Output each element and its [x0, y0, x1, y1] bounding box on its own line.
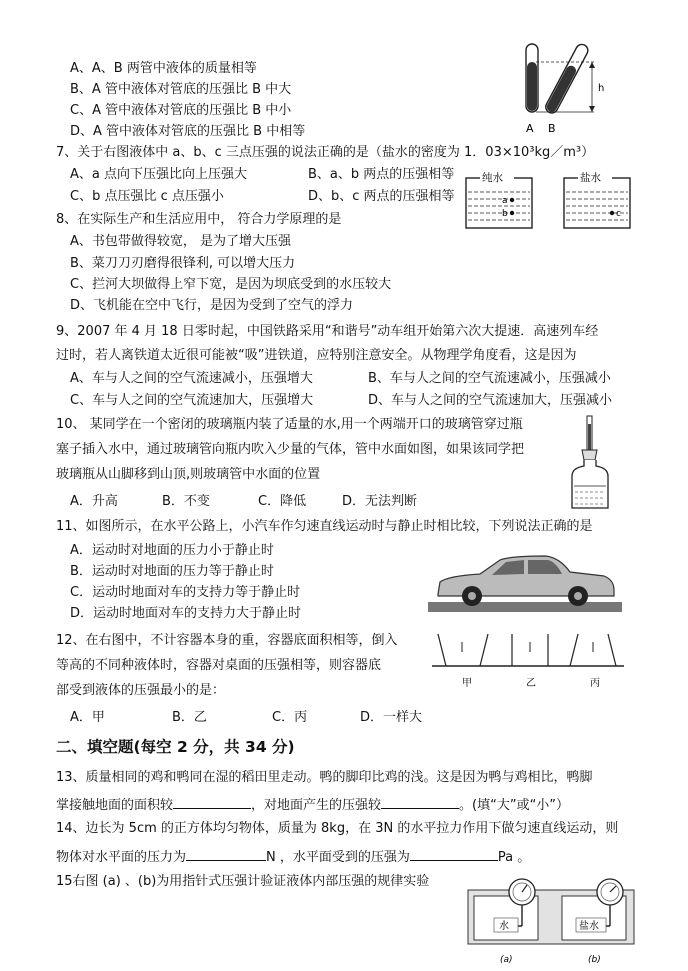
- q12-option-d: D．一样大: [360, 710, 423, 725]
- q7-option-c: C、b 点压强比 c 点压强小: [70, 189, 224, 204]
- q13-text-b: ，对地面产生的压强较: [251, 798, 382, 813]
- q12-option-b: B．乙: [172, 710, 207, 725]
- q12-line-2: 等高的不同种液体时，容器对桌面的压强相等，则容器底: [56, 658, 382, 673]
- q14-text-c: Pa 。: [497, 850, 531, 865]
- q15-caption-a: (a): [500, 955, 513, 965]
- q14-line-2: [56, 846, 530, 867]
- q12-option-c: C．丙: [272, 710, 308, 725]
- q14-blank-2[interactable]: [410, 846, 498, 861]
- q15-water-label: 水: [499, 921, 509, 932]
- q7-beakers-figure: [460, 168, 638, 232]
- q8-stem: 8、在实际生产和生活应用中， 符合力学原理的是: [56, 212, 342, 227]
- q15-stem: 15右图 (a) 、(b)为用指针式压强计验证液体内部压强的规律实验: [56, 874, 430, 889]
- q10-line-3: 玻璃瓶从山脚移到山顶,则玻璃管中水面的位置: [56, 467, 321, 482]
- q7-point-c: c: [616, 209, 621, 219]
- q10-option-d: D．无法判断: [342, 494, 418, 509]
- q6-tube-a-label: A: [526, 122, 534, 135]
- q7-pure-water-label: 纯水: [482, 172, 503, 184]
- q14-text-a: 物体对水平面的压力为: [56, 850, 187, 865]
- q13-blank-1[interactable]: [173, 794, 251, 809]
- q13-text-c: 。(填“大”或“小”）: [459, 798, 570, 813]
- q11-option-b: B．运动时对地面的压力等于静止时: [70, 564, 274, 579]
- q10-option-b: B．不变: [162, 494, 210, 509]
- q12-line-1: 12、在右图中，不计容器本身的重，容器底面积相等，倒入: [56, 633, 398, 648]
- q11-option-c: C．运动时地面对车的支持力等于静止时: [70, 585, 301, 600]
- q12-containers-figure: [430, 626, 626, 692]
- q6-tube-b-label: B: [548, 122, 556, 135]
- q8-option-a: A、书包带做得较宽， 是为了增大压强: [70, 234, 292, 249]
- q14-text-b: N ，水平面受到的压强为: [266, 850, 410, 865]
- q7-point-a: a: [502, 196, 508, 206]
- q10-option-c: C．降低: [258, 494, 307, 509]
- q11-option-a: A．运动时对地面的压力小于静止时: [70, 543, 274, 558]
- q12-option-a: A．甲: [70, 710, 105, 725]
- q9-option-d: D、车与人之间的空气流速加大，压强减小: [368, 393, 613, 408]
- q6-option-d: D、A 管中液体对管底的压强比 B 中相等: [70, 124, 306, 139]
- q12-label-yi: 乙: [526, 678, 536, 689]
- q15-pressure-gauge-figure: [466, 874, 636, 968]
- q7-option-d: D、b、c 两点的压强相等: [308, 189, 455, 204]
- q11-option-d: D．运动时地面对车的支持力大于静止时: [70, 606, 302, 621]
- q10-line-1: 10、 某同学在一个密闭的玻璃瓶内装了适量的水,用一个两端开口的玻璃管穿过瓶: [56, 417, 523, 432]
- q7-stem: 7、关于右图液体中 a、b、c 三点压强的说法正确的是（盐水的密度为 1．03×10³kg／m³）: [56, 145, 595, 160]
- q15-salt-water-label: 盐水: [579, 921, 599, 932]
- q9-option-b: B、车与人之间的空气流速减小，压强减小: [368, 371, 611, 386]
- q7-option-a: A、a 点向下压强比向上压强大: [70, 167, 247, 182]
- q6-test-tubes-figure: [518, 40, 610, 136]
- q6-h-label: h: [598, 83, 605, 94]
- q6-option-c: C、A 管中液体对管底的压强比 B 中小: [70, 103, 292, 118]
- q6-option-b: B、A 管中液体对管底的压强比 B 中大: [70, 82, 292, 97]
- q8-option-d: D、飞机能在空中飞行，是因为受到了空气的浮力: [70, 298, 354, 313]
- q11-stem: 11、如图所示，在水平公路上，小汽车作匀速直线运动时与静止时相比较，下列说法正确的是: [56, 519, 593, 534]
- q6-option-a: A、A、B 两管中液体的质量相等: [70, 61, 257, 76]
- q12-label-jia: 甲: [462, 678, 472, 689]
- q7-point-b: b: [502, 209, 508, 219]
- q10-line-2: 塞子插入水中，通过玻璃管向瓶内吹入少量的气体，管中水面如图，如果该同学把: [56, 442, 525, 457]
- q15-caption-b: (b): [588, 955, 601, 965]
- q7-option-b: B、a、b 两点的压强相等: [308, 167, 455, 182]
- q13-line-2: [56, 794, 569, 815]
- q8-option-c: C、拦河大坝做得上窄下宽，是因为坝底受到的水压较大: [70, 277, 392, 292]
- q9-line-2: 过时，若人离铁道太近很可能被“吸”进铁道，应特别注意安全。从物理学角度看，这是因为: [56, 348, 577, 363]
- q13-line-1: 13、质量相同的鸡和鸭同在湿的稻田里走动。鸭的脚印比鸡的浅。这是因为鸭与鸡相比，鸭脚: [56, 770, 593, 785]
- q12-line-3: 部受到液体的压强最小的是：: [56, 683, 226, 698]
- q7-salt-water-label: 盐水: [580, 172, 601, 184]
- q14-blank-1[interactable]: [186, 846, 266, 861]
- q9-option-c: C、车与人之间的空气流速加大，压强增大: [70, 393, 314, 408]
- q10-option-a: A．升高: [70, 494, 118, 509]
- section-2-title: 二、填空题(每空 2 分，共 34 分): [56, 738, 295, 756]
- q9-line-1: 9、2007 年 4 月 18 日零时起，中国铁路采用“和谐号”动车组开始第六次大提速．高速列车经: [56, 324, 599, 339]
- q13-blank-2[interactable]: [381, 794, 459, 809]
- q14-line-1: 14、边长为 5cm 的正方体均匀物体，质量为 8kg，在 3N 的水平拉力作用下做匀速直线运动，则: [56, 821, 619, 836]
- q8-option-b: B、菜刀刀刃磨得很锋利, 可以增大压力: [70, 256, 296, 271]
- q10-bottle-figure: [566, 414, 614, 512]
- q13-text-a: 掌接触地面的面积较: [56, 798, 174, 813]
- q11-car-figure: [428, 548, 622, 612]
- q12-label-bing: 丙: [590, 678, 600, 689]
- q9-option-a: A、车与人之间的空气流速减小，压强增大: [70, 371, 313, 386]
